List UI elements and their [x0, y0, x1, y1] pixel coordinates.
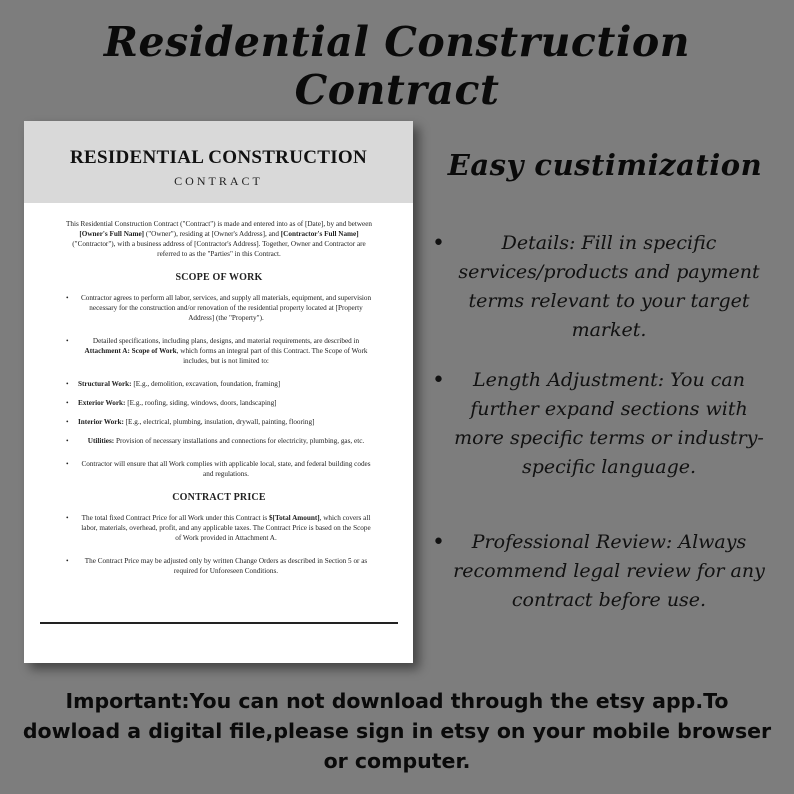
- intro-paragraph: This Residential Construction Contract ("Contract") is made and entered into as of [Date], by and between [Owner's Full Name] ("Owner"), residing at [Owner's Address], and [Contractor's Full Name] ("Contractor"), with a business address of [Contractor's Address]. Together, Owner and Contractor are referred to as the "Parties" in this Contract.: [65, 220, 373, 258]
- document-divider: [40, 622, 398, 624]
- feature-details: [432, 229, 772, 345]
- scope-bullet: • Contractor agrees to perform all labor, services, and supply all materials, equipment, and supervision necessary for the construction and/or renovation of the residential property located at [Property Address] (the "Property").: [64, 293, 374, 323]
- bullet-icon: •: [432, 530, 445, 555]
- price-bullet: • The total fixed Contract Price for all Work under this Contract is $[Total Amount], which covers all labor, materials, overhead, profit, and any applicable taxes. The Contract Price is based on the Scope of Work provided in Attachment A.: [64, 513, 374, 543]
- bullet-icon: •: [432, 231, 445, 256]
- main-title: Residential Construction Contract: [103, 18, 691, 114]
- document-body: [64, 219, 374, 589]
- scope-heading: SCOPE OF WORK: [175, 272, 263, 283]
- feature-text: Professional Review: Always recommend legal review for any contract before use.: [453, 531, 765, 611]
- feature-text: Length Adjustment: You can further expand sections with more specific terms or industry-specific language.: [454, 369, 764, 478]
- scope-bullet: • Contractor will ensure that all Work complies with applicable local, state, and federal building codes and regulations.: [64, 459, 374, 479]
- document-subtitle: CONTRACT: [174, 174, 263, 188]
- price-bullet: • The Contract Price may be adjusted only by written Change Orders as described in Section 5 or as required for Unforeseen Conditions.: [64, 556, 374, 576]
- contract-preview: [24, 121, 413, 663]
- work-item: • Interior Work: [E.g., electrical, plumbing, insulation, drywall, painting, flooring]: [64, 417, 374, 427]
- feature-review: [432, 528, 772, 615]
- feature-length: [432, 366, 772, 482]
- scope-bullet: • Detailed specifications, including plans, designs, and material requirements, are described in Attachment A: Scope of Work, which forms an integral part of this Contract. The Scope of Work includes, but is not limited to:: [64, 336, 374, 366]
- document-header: [24, 121, 413, 203]
- feature-text: Details: Fill in specific services/products and payment terms relevant to your target market.: [458, 232, 760, 341]
- work-item: • Utilities: Provision of necessary installations and connections for electricity, plumbing, gas, etc.: [64, 436, 374, 446]
- work-item: • Structural Work: [E.g., demolition, excavation, foundation, framing]: [64, 379, 374, 389]
- customization-heading: Easy custimization: [447, 148, 763, 182]
- bullet-icon: •: [432, 368, 445, 393]
- work-item: • Exterior Work: [E.g., roofing, siding, windows, doors, landscaping]: [64, 398, 374, 408]
- download-notice: Important:You can not download through the etsy app.To dowload a digital file,please sign in etsy on your mobile browser or computer.: [22, 689, 772, 773]
- document-title: RESIDENTIAL CONSTRUCTION: [69, 147, 368, 168]
- price-heading: CONTRACT PRICE: [172, 492, 266, 503]
